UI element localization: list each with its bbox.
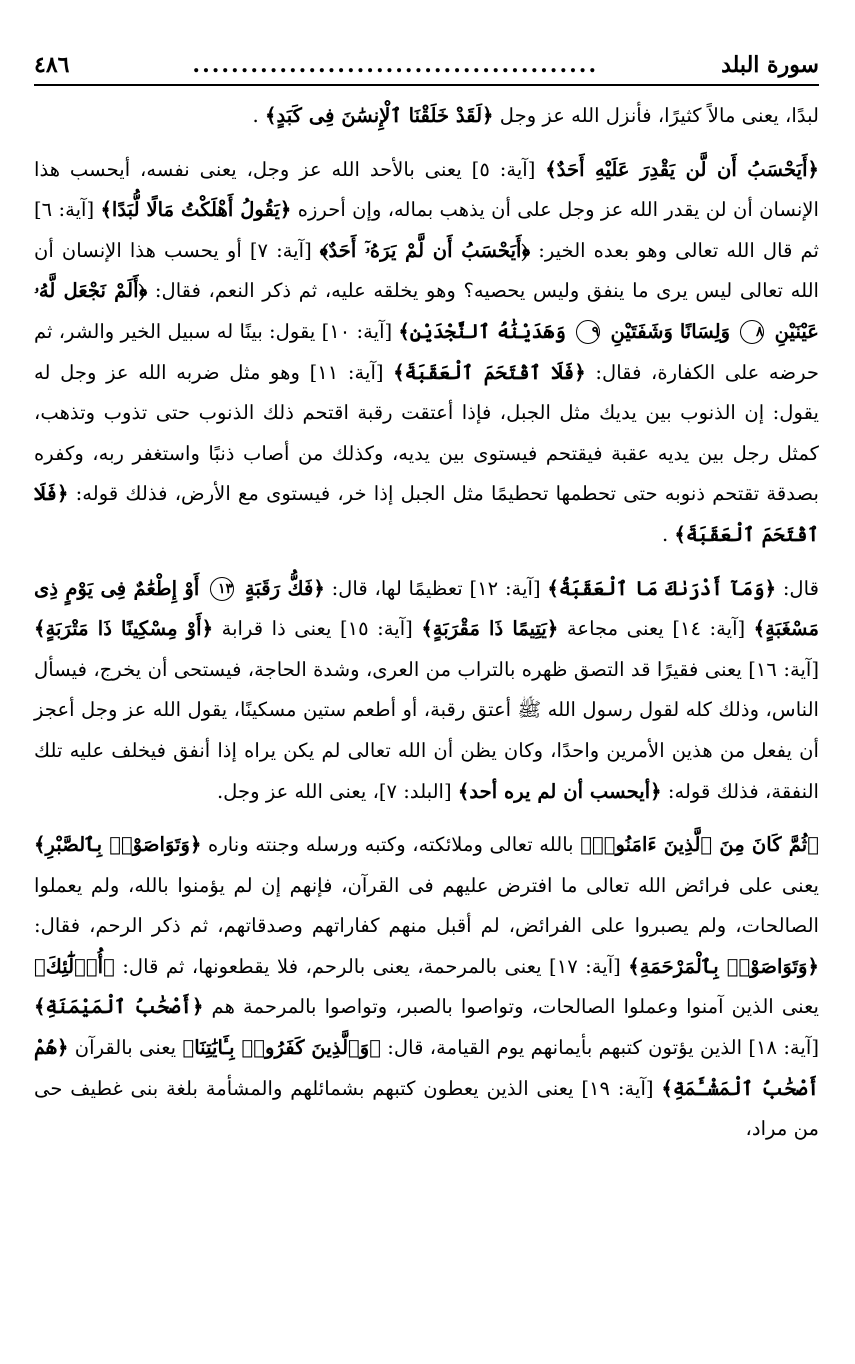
quran-verse: ﴿أَيَحْسَبُ أَن لَّمْ يَرَهُۥٓ أَحَدٌ﴾ bbox=[319, 238, 531, 262]
quran-verse: ﴿فَلَا ٱقْتَحَمَ ٱلْعَقَبَةَ﴾ bbox=[393, 360, 586, 384]
text-segment: [آية: ٦] ثم قال الله تعالى وهو بعده الخير: bbox=[34, 198, 819, 262]
text-segment: . bbox=[661, 522, 675, 546]
paragraph-3 bbox=[34, 569, 819, 813]
text-segment: لبدًا، يعنى مالاً كثيرًا، فأنزل الله عز وجل bbox=[493, 104, 819, 127]
text-segment: [آية: ١٥] يعنى ذا قرابة bbox=[213, 617, 422, 641]
page-number: ٤٨٦ bbox=[34, 52, 70, 78]
quran-verse: ﴿يَتِيمًا ذَا مَقْرَبَةٍ﴾ bbox=[421, 617, 559, 641]
quran-verse: ﴿يَقُولُ أَهْلَكْتُ مَالًا لُّبَدًا﴾ bbox=[100, 198, 292, 222]
paragraph-4 bbox=[34, 825, 819, 1150]
quran-verse: وَلِسَانًا وَشَفَتَيْنِ bbox=[610, 319, 731, 343]
text-segment: [آية: ١٨] الذين يؤتون كتبهم بأيمانهم يوم القيامة، قال: bbox=[381, 1036, 819, 1060]
paragraph-1 bbox=[34, 96, 819, 137]
quran-verse: ﴿أُو۟لَٰٓئِكَ﴾ bbox=[34, 954, 115, 978]
text-segment: [آية: ١٧] يعنى بالمرحمة، يعنى بالرحم، فلا يقطعونها، ثم قال: bbox=[114, 954, 629, 978]
quran-verse: ﴿أيحسب أن لم يره أحد﴾ bbox=[457, 779, 662, 803]
text-segment: بالله تعالى وملائكته، وكتبه ورسله وجنته وناره bbox=[201, 833, 581, 857]
text-segment: [آية: ١٠] يقول: بينًا له سبيل الخير والشر، ثم حرضه على الكفارة، فقال: bbox=[34, 319, 820, 384]
paragraph-2 bbox=[34, 150, 819, 556]
quran-verse: ﴿لَقَدْ خَلَقْنَا ٱلْإِنسَٰنَ فِى كَبَدٍ﴾ bbox=[265, 104, 494, 127]
quran-verse: ﴿وَٱلَّذِينَ كَفَرُوا۟ بِـَٔايَٰتِنَا﴾ bbox=[182, 1036, 382, 1060]
surah-title: سورة البلد bbox=[721, 52, 819, 78]
running-header bbox=[34, 52, 819, 84]
verse-number-marker: ١٣ bbox=[210, 577, 234, 601]
text-segment: يعنى على فرائض الله تعالى ما افترض عليهم فى القرآن، فإنهم إن لم يؤمنوا بالله، ولم يعملوا الصالحات، ولم يصبروا على الفرائض، لم أقبل منهم كفاراتهم وصدقاتهم، ثم ذكر الرحم، فقال: bbox=[34, 873, 819, 938]
quran-verse: ﴿وَتَوَاصَوْا۟ بِٱلْمَرْحَمَةِ﴾ bbox=[628, 954, 819, 978]
quran-verse: ﴿وَمَآ أَدْرَىٰكَ مَا ٱلْعَقَبَةُ﴾ bbox=[547, 576, 777, 600]
quran-verse: ﴿هُمْ أَصْحَٰبُ ٱلْمَشْـَٔمَةِ﴾ bbox=[34, 1036, 819, 1100]
header-rule bbox=[34, 84, 819, 86]
quran-verse: ﴿فَكُّ رَقَبَةٍ bbox=[244, 576, 325, 600]
text-segment: [آية: ٧] أو يحسب هذا الإنسان أن الله تعالى ليس يرى ما ينفق وليس يحصيه؟ وهو يخلقه عليه، ثم ذكر النعم، فقال: bbox=[34, 238, 819, 303]
text-segment: يعنى بالقرآن bbox=[68, 1036, 183, 1060]
quran-verse: ﴿أَوْ مِسْكِينًا ذَا مَتْرَبَةٍ﴾ bbox=[34, 617, 214, 641]
verse-number-marker: ٨ bbox=[740, 320, 764, 344]
text-segment: [آية: ٥] يعنى بالأحد الله عز وجل، يعنى نفسه، أيحسب هذا الإنسان أن لن يقدر الله عز وجل على أن يذهب بماله، وإن أحرزه bbox=[34, 157, 819, 222]
quran-verse: ﴿وَتَوَاصَوْا۟ بِٱلصَّبْرِ﴾ bbox=[34, 833, 202, 857]
verse-number-marker: ٩ bbox=[576, 320, 600, 344]
text-segment: قال: bbox=[776, 576, 820, 600]
text-segment: [آية: ١٦] يعنى فقيرًا قد التصق ظهره بالتراب من العرى، وشدة الحاجة، فيستحى أن يخرج، فيسأل الناس، وذلك كله لقول رسول الله ﷺ أعتق رقبة، أو أطعم ستين مسكينًا، يقول الله عز وجل أعجز أن يفعل من هذين الأمرين واحدًا، وكان يظن أن الله تعالى لم يكن يراه إذا أنفق فيخلف عليه تلك النفقة، فذلك قوله: bbox=[34, 657, 819, 803]
text-segment: [آية: ١٤] يعنى مجاعة bbox=[558, 617, 754, 641]
leader-dots: .......................................... bbox=[192, 52, 599, 78]
quran-verse: ﴿أَيَحْسَبُ أَن لَّن يَقْدِرَ عَلَيْهِ أَحَدٌ﴾ bbox=[545, 157, 819, 181]
quran-verse: أَوْ إِطْعَٰمٌ فِى يَوْمٍ ذِى مَسْغَبَةٍ﴾ bbox=[34, 576, 819, 641]
quran-verse: ﴿ثُمَّ كَانَ مِنَ ٱلَّذِينَ ءَامَنُوا۟﴾ bbox=[580, 833, 819, 857]
quran-verse: ﴿أَصْحَٰبُ ٱلْمَيْمَنَةِ﴾ bbox=[34, 995, 204, 1019]
text-segment: [آية: ١١] وهو مثل ضربه الله عز وجل له يقول: إن الذنوب بين يديك مثل الجبل، فإذا أعتقت رقبة اقتحم ذلك الذنوب حتى تذوب وتذهب، كمثل رجل بين يديه عقبة فيقتحم فيستوى بين يديه، وكذلك من أصاب ذنبًا واستغفر ربه، وكفره بصدقة تقتحم ذنوبه حتى تحطمها تحطيمًا مثل الجبل إذا خر، فيستوى مع الأرض، فذلك قوله: bbox=[34, 360, 819, 506]
text-segment: [آية: ١٢] تعظيمًا لها، قال: bbox=[324, 576, 548, 600]
quran-verse: ﴿أَلَمْ نَجْعَل لَّهُۥ عَيْنَيْنِ bbox=[34, 279, 819, 343]
text-segment: . bbox=[252, 104, 265, 127]
text-segment: [آية: ١٩] يعنى الذين يعطون كتبهم بشمائلهم والمشأمة بلغة بنى غطيف حى من مراد، bbox=[34, 1076, 819, 1141]
text-segment: يعنى الذين آمنوا وعملوا الصالحات، وتواصوا بالصبر، وتواصوا بالمرحمة هم bbox=[203, 995, 819, 1019]
quran-verse: وَهَدَيْنَٰهُ ٱلنَّجْدَيْنِ﴾ bbox=[398, 319, 566, 343]
text-segment: [البلد: ٧]، يعنى الله عز وجل. bbox=[216, 779, 458, 803]
quran-verse: ﴿فَلَا ٱقْتَحَمَ ٱلْعَقَبَةَ﴾ bbox=[34, 482, 819, 546]
